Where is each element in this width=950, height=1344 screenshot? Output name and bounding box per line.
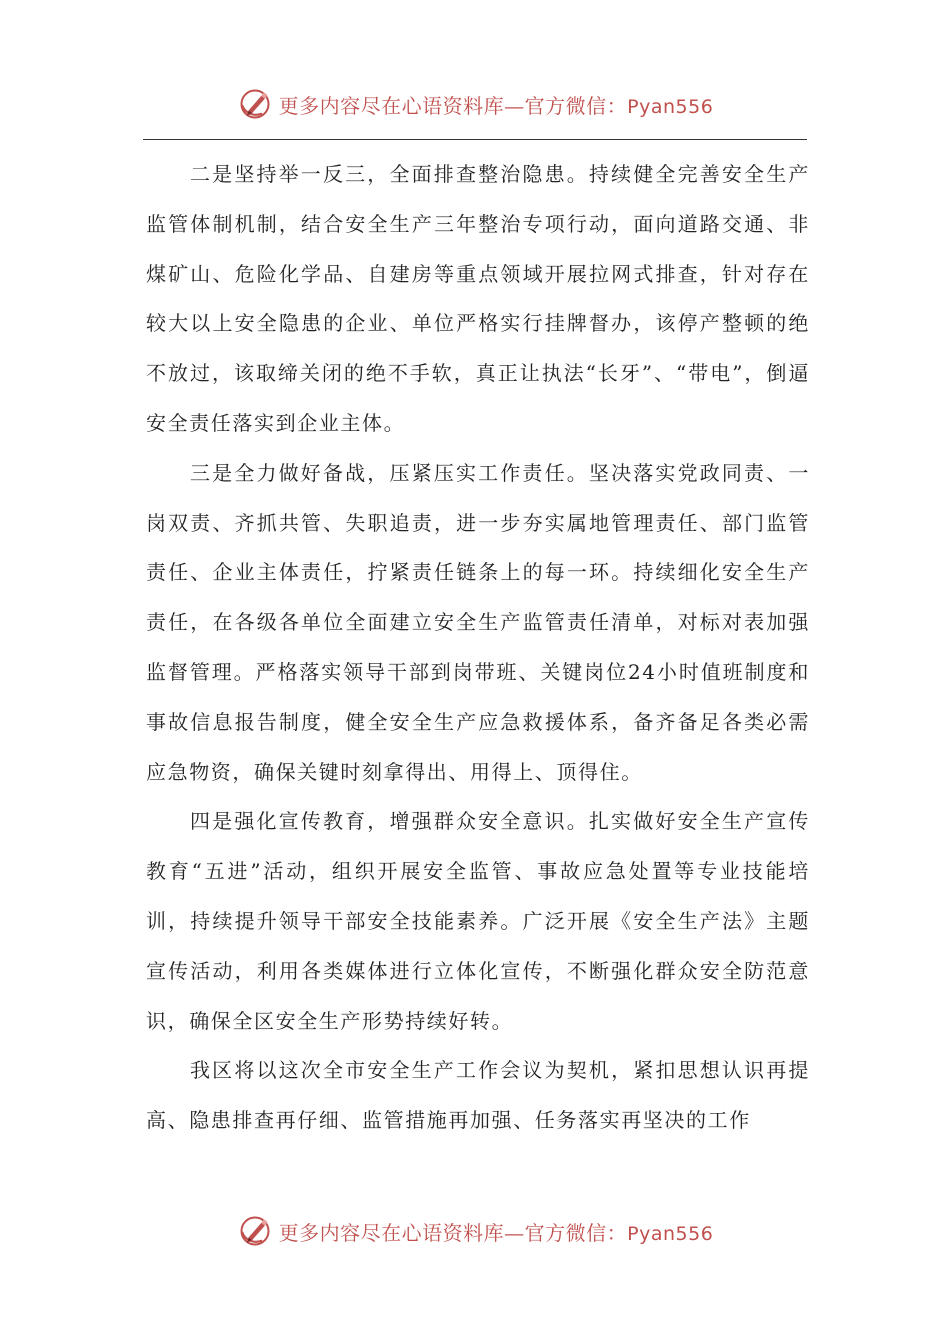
pen-circle-logo-icon <box>237 1213 273 1249</box>
document-body <box>146 150 810 1146</box>
header-banner-text: 更多内容尽在心语资料库—官方微信：Pyan556 <box>278 93 714 118</box>
header-banner <box>0 84 950 124</box>
paragraph-point-three: 三是全力做好备战，压紧压实工作责任。坚决落实党政同责、一岗双责、齐抓共管、失职追责，进一步夯实属地管理责任、部门监管责任、企业主体责任，拧紧责任链条上的每一环。持续细化安全生产责任，在各级各单位全面建立安全生产监管责任清单，对标对表加强监督管理。严格落实领导干部到岗带班、关键岗位24小时值班制度和事故信息报告制度，健全安全生产应急救援体系，备齐备足各类必需应急物资，确保关键时刻拿得出、用得上、顶得住。 <box>146 460 810 784</box>
pen-circle-logo-icon <box>237 86 273 122</box>
header-divider <box>143 139 807 140</box>
footer-banner <box>0 1211 950 1251</box>
footer-wechat-id: Pyan556 <box>627 1222 714 1245</box>
paragraph-conclusion: 我区将以这次全市安全生产工作会议为契机，紧扣思想认识再提高、隐患排查再仔细、监管措施再加强、任务落实再坚决的工作 <box>146 1058 810 1133</box>
footer-banner-text: 更多内容尽在心语资料库—官方微信：Pyan556 <box>278 1220 714 1245</box>
paragraph-point-four: 四是强化宣传教育，增强群众安全意识。扎实做好安全生产宣传教育“五进”活动，组织开展安全监管、事故应急处置等专业技能培训，持续提升领导干部安全技能素养。广泛开展《安全生产法》主题宣传活动，利用各类媒体进行立体化宣传，不断强化群众安全防范意识，确保全区安全生产形势持续好转。 <box>146 809 810 1033</box>
paragraph-point-two: 二是坚持举一反三，全面排查整治隐患。持续健全完善安全生产监管体制机制，结合安全生产三年整治专项行动，面向道路交通、非煤矿山、危险化学品、自建房等重点领域开展拉网式排查，针对存在较大以上安全隐患的企业、单位严格实行挂牌督办，该停产整顿的绝不放过，该取缔关闭的绝不手软，真正让执法“长牙”、“带电”，倒逼安全责任落实到企业主体。 <box>146 162 810 435</box>
header-wechat-id: Pyan556 <box>627 95 714 118</box>
